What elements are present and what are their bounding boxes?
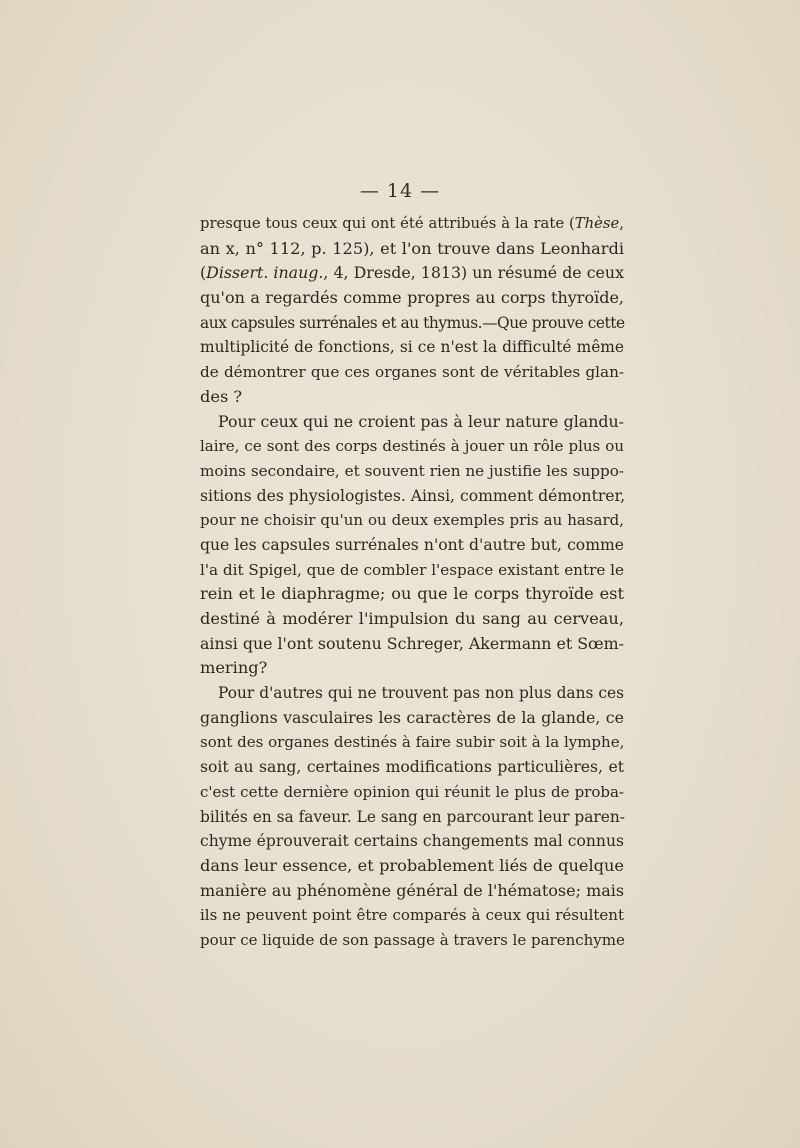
text-line: laire, ce sont des corps destinés à jouer un rôle plus ou bbox=[200, 437, 624, 456]
text-line: dans leur essence, et probablement liés de quelque bbox=[200, 855, 624, 875]
text-line: des ? bbox=[200, 386, 243, 406]
text-line: ainsi que l'ont soutenu Schreger, Akermann et Sœm- bbox=[200, 633, 624, 653]
text-line: (Dissert. inaug., 4, Dresde, 1813) un résumé de ceux bbox=[200, 263, 624, 283]
text-line: presque tous ceux qui ont été attribués à la rate (Thèse, bbox=[200, 215, 624, 232]
text-line: c'est cette dernière opinion qui réunit le plus de proba- bbox=[200, 782, 624, 801]
text-line: chyme éprouverait certains changements mal connus bbox=[200, 832, 624, 851]
text-line: rein et le diaphragme; ou que le corps thyroïde est bbox=[200, 584, 624, 604]
text-line: an x, n° 112, p. 125), et l'on trouve dans Leonhardi bbox=[200, 238, 624, 258]
text-line: pour ne choisir qu'un ou deux exemples pris au hasard, bbox=[200, 511, 624, 530]
text-line: Pour d'autres qui ne trouvent pas non plus dans ces bbox=[218, 684, 624, 703]
text-line: ils ne peuvent point être comparés à ceux qui résultent bbox=[200, 906, 624, 925]
text-line: ganglions vasculaires les caractères de la glande, ce bbox=[200, 707, 624, 727]
page-number: — 14 — bbox=[359, 180, 441, 202]
text-line: soit au sang, certaines modifications particulières, et bbox=[200, 758, 624, 777]
text-line: que les capsules surrénales n'ont d'autre but, comme bbox=[200, 535, 624, 554]
text-line: de démontrer que ces organes sont de véritables glan- bbox=[200, 363, 624, 382]
text-line: aux capsules surrénales et au thymus.—Que prouve cette bbox=[200, 313, 625, 332]
text-line: sitions des physiologistes. Ainsi, comment démontrer, bbox=[200, 486, 626, 505]
text-line: Pour ceux qui ne croient pas à leur nature glandu- bbox=[218, 411, 624, 431]
text-line: destiné à modérer l'impulsion du sang au cerveau, bbox=[200, 609, 624, 628]
text-line: multiplicité de fonctions, si ce n'est la difficulté même bbox=[200, 338, 624, 357]
text-line: qu'on a regardés comme propres au corps thyroïde, bbox=[200, 288, 624, 308]
text-line: pour ce liquide de son passage à travers le parenchyme bbox=[200, 930, 625, 949]
text-line: sont des organes destinés à faire subir soit à la lymphe, bbox=[200, 733, 625, 752]
body-text bbox=[200, 212, 624, 953]
text-line: bilités en sa faveur. Le sang en parcourant leur paren- bbox=[200, 807, 625, 826]
text-line: l'a dit Spigel, que de combler l'espace existant entre le bbox=[200, 560, 624, 579]
text-line: mering? bbox=[200, 658, 268, 678]
text-line: moins secondaire, et souvent rien ne justifie les suppo- bbox=[200, 461, 624, 480]
text-line: manière au phénomène général de l'hématose; mais bbox=[200, 880, 625, 900]
